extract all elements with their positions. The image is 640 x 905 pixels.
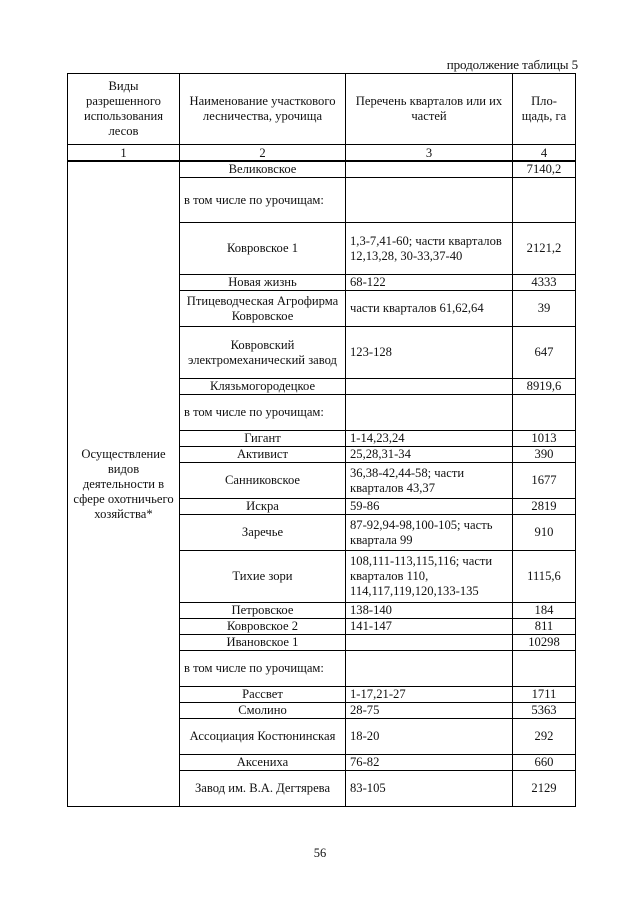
quarters-cell: 123-128 [346,327,513,379]
forestry-name-cell: Рассвет [180,687,346,703]
forestry-name-cell: в том числе по урочищам: [180,178,346,223]
area-cell: 390 [513,447,576,463]
area-cell: 5363 [513,703,576,719]
area-cell: 1677 [513,463,576,499]
forestry-name-cell: Завод им. В.А. Дегтярева [180,771,346,807]
forestry-name-cell: Ковровское 2 [180,619,346,635]
area-cell: 2121,2 [513,223,576,275]
quarters-cell: 138-140 [346,603,513,619]
quarters-cell: 87-92,94-98,100-105; часть квартала 99 [346,515,513,551]
forestry-name-cell: Новая жизнь [180,275,346,291]
quarters-cell: 1-17,21-27 [346,687,513,703]
use-category-cell: Осуществление видов деятельности в сфере охотничьего хозяйства* [68,161,180,807]
quarters-cell: 108,111-113,115,116; части кварталов 110, 114,117,119,120,133-135 [346,551,513,603]
quarters-cell: 1,3-7,41-60; части кварталов 12,13,28, 30-33,37-40 [346,223,513,275]
quarters-cell: 1-14,23,24 [346,431,513,447]
quarters-cell: 68-122 [346,275,513,291]
forestry-name-cell: Санниковское [180,463,346,499]
quarters-cell: 28-75 [346,703,513,719]
forestry-name-cell: Аксениха [180,755,346,771]
forestry-name-cell: Клязьмогородецкое [180,379,346,395]
column-number: 4 [513,145,576,162]
forest-use-table [67,73,576,807]
area-cell: 647 [513,327,576,379]
quarters-cell: части кварталов 61,62,64 [346,291,513,327]
column-numbers-row [68,145,576,162]
quarters-cell: 36,38-42,44-58; части кварталов 43,37 [346,463,513,499]
table-header-row [68,74,576,145]
forestry-name-cell: Гигант [180,431,346,447]
quarters-cell: 76-82 [346,755,513,771]
area-cell: 2819 [513,499,576,515]
area-cell: 8919,6 [513,379,576,395]
forestry-name-cell: Ковровский электромеханический завод [180,327,346,379]
quarters-cell: 83-105 [346,771,513,807]
forestry-name-cell: в том числе по урочищам: [180,651,346,687]
quarters-cell [346,161,513,178]
quarters-cell [346,395,513,431]
area-cell: 39 [513,291,576,327]
header-forestry-name: Наименование участкового лесничества, урочища [180,74,346,145]
area-cell [513,651,576,687]
quarters-cell: 25,28,31-34 [346,447,513,463]
quarters-cell: 18-20 [346,719,513,755]
forestry-name-cell: Активист [180,447,346,463]
forestry-name-cell: Искра [180,499,346,515]
quarters-cell [346,651,513,687]
area-cell [513,395,576,431]
quarters-cell: 59-86 [346,499,513,515]
quarters-cell [346,178,513,223]
area-cell: 660 [513,755,576,771]
area-cell: 184 [513,603,576,619]
quarters-cell: 141-147 [346,619,513,635]
column-number: 1 [68,145,180,162]
forestry-name-cell: Смолино [180,703,346,719]
area-cell: 1115,6 [513,551,576,603]
forestry-name-cell: Заречье [180,515,346,551]
area-cell: 292 [513,719,576,755]
forestry-name-cell: Ассоциация Костюнинская [180,719,346,755]
area-cell [513,178,576,223]
area-cell: 4333 [513,275,576,291]
area-cell: 910 [513,515,576,551]
area-cell: 1711 [513,687,576,703]
forestry-name-cell: Великовское [180,161,346,178]
forestry-name-cell: Ивановское 1 [180,635,346,651]
area-cell: 2129 [513,771,576,807]
forestry-name-cell: Ковровское 1 [180,223,346,275]
area-cell: 10298 [513,635,576,651]
forestry-name-cell: Тихие зори [180,551,346,603]
column-number: 3 [346,145,513,162]
column-number: 2 [180,145,346,162]
quarters-cell [346,379,513,395]
table-body [68,161,576,807]
table-row [68,161,576,178]
header-area: Пло-щадь, га [513,74,576,145]
forestry-name-cell: Птицеводческая Агрофирма Ковровское [180,291,346,327]
quarters-cell [346,635,513,651]
table-caption: продолжение таблицы 5 [446,57,578,72]
forestry-name-cell: в том числе по урочищам: [180,395,346,431]
page-number: 56 [313,846,327,860]
area-cell: 1013 [513,431,576,447]
header-quarters: Перечень кварталов или их частей [346,74,513,145]
area-cell: 811 [513,619,576,635]
header-use-type: Виды разрешенного использования лесов [68,74,180,145]
area-cell: 7140,2 [513,161,576,178]
forestry-name-cell: Петровское [180,603,346,619]
